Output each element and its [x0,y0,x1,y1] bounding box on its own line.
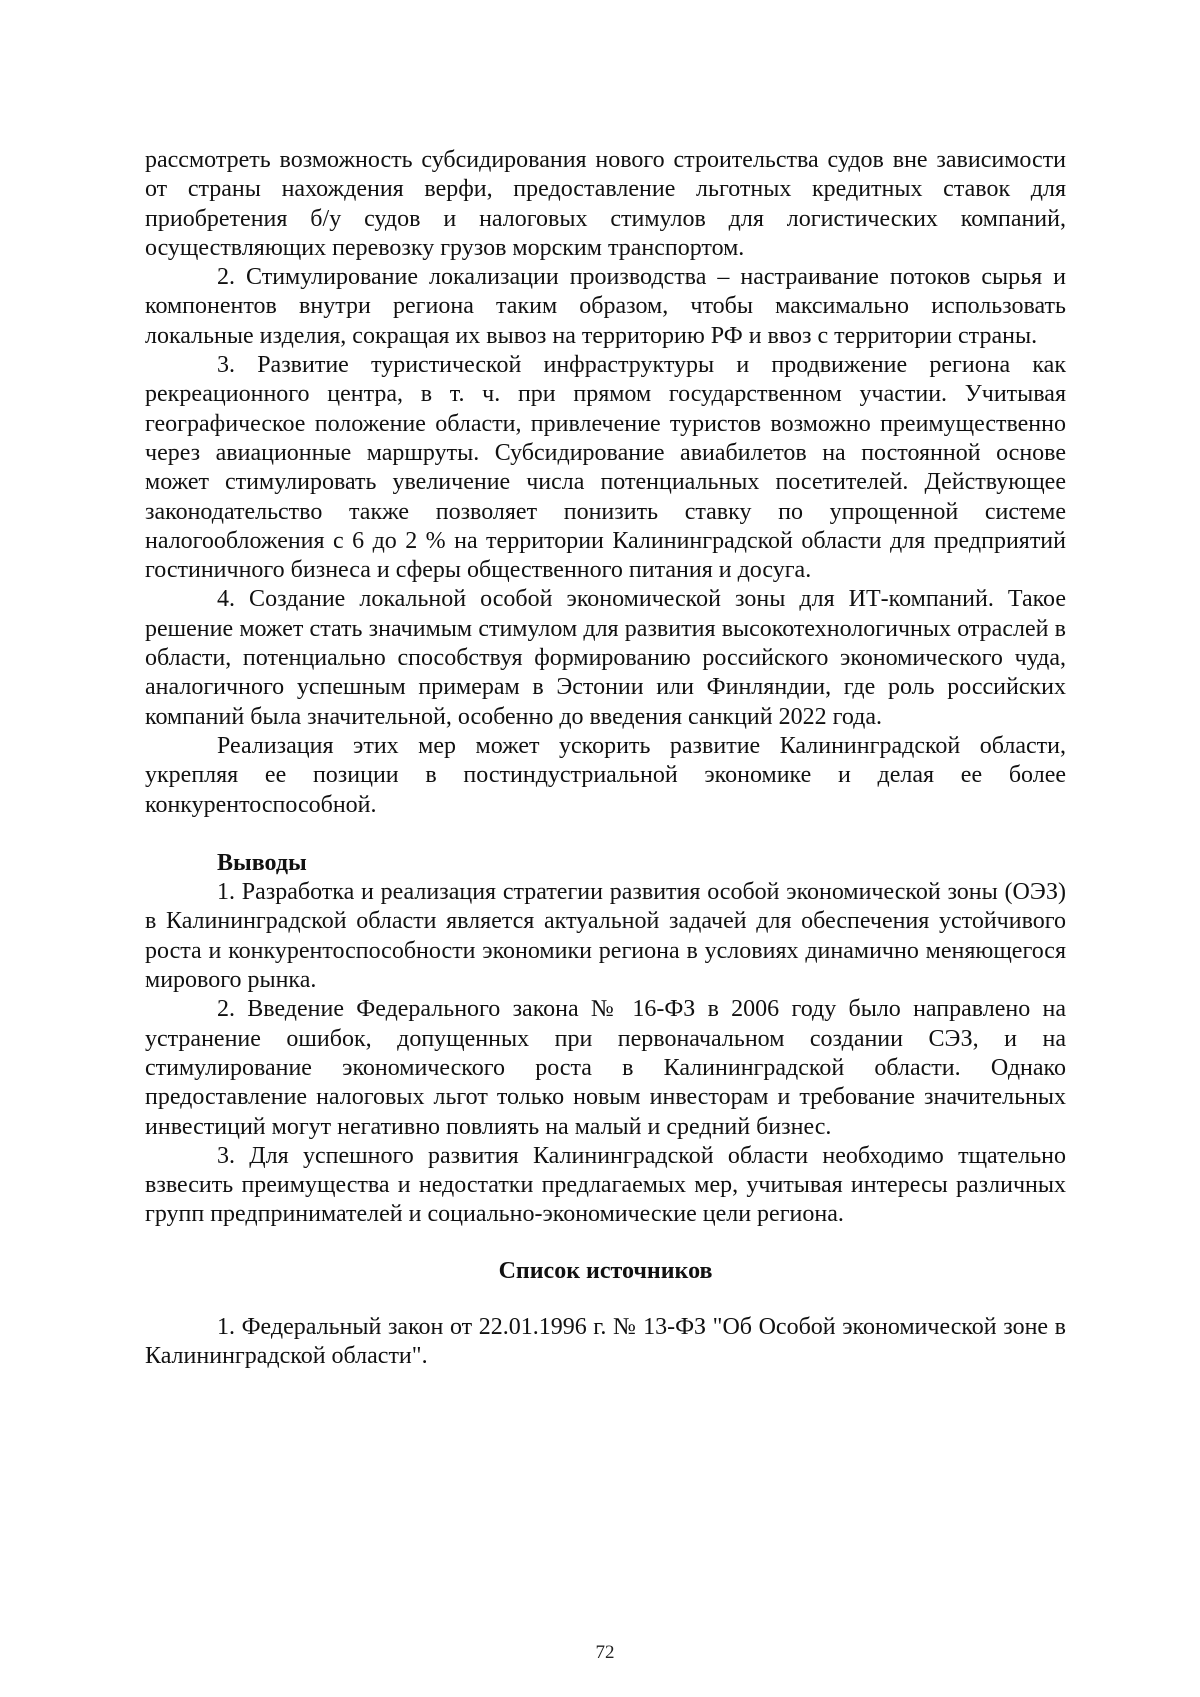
measure-item-2: 2. Стимулирование локализации производства – настраивание потоков сырья и компонентов внутри региона таким образом, чтобы максимально использовать локальные изделия, сокращая их вывоз на территорию РФ и ввоз с территории страны. [145,264,1066,349]
spacer [145,1286,1066,1313]
source-item-1: 1. Федеральный закон от 22.01.1996 г. № 13-ФЗ "Об Особой экономической зоне в Калининградской области". [145,1313,1066,1370]
paragraph-continued: рассмотреть возможность субсидирования нового строительства судов вне зависимости от страны нахождения верфи, предоставление льготных кредитных ставок для приобретения б/у судов и налоговых стимулов для логистических компаний, осуществляющих перевозку грузов морским транспортом. [145,147,1066,261]
conclusions-heading: Выводы [217,849,307,876]
conclusion-item-3: 3. Для успешного развития Калининградской области необходимо тщательно взвесить преимущества и недостатки предлагаемых мер, учитывая интересы различных групп предпринимателей и социально-экономические цели региона. [145,1142,1066,1228]
spacer [145,1230,1066,1257]
measures-summary-paragraph: Реализация этих мер может ускорить развитие Калининградской области, укрепляя ее позиции в постиндустриальной экономике и делая ее более конкурентоспособной. [145,732,1066,818]
page-number: 72 [595,1642,615,1663]
page-content [145,146,1066,1372]
measure-item-3: 3. Развитие туристической инфраструктуры и продвижение региона как рекреационного центра, в т. ч. при прямом государственном участии. Учитывая географическое положение области, привлечение туристов возможно преимущественно через авиационные маршруты. Субсидирование авиабилетов на постоянной основе может стимулировать увеличение числа потенциальных посетителей. Действующее законодательство также позволяет понизить ставку по упрощенной системе налогообложения с 6 до 2 % на территории Калининградской области для предприятий гостиничного бизнеса и сферы общественного питания и досуга. [145,352,1066,584]
spacer [145,820,1066,849]
measure-item-4: 4. Создание локальной особой экономической зоны для ИТ-компаний. Такое решение может стать значимым стимулом для развития высокотехнологичных отраслей в области, потенциально способствуя формированию российского экономического чуда, аналогичного успешным примерам в Эстонии или Финляндии, где роль российских компаний была значительной, особенно до введения санкций 2022 года. [145,586,1066,730]
conclusion-item-1: 1. Разработка и реализация стратегии развития особой экономической зоны (ОЭЗ) в Калининградской области является актуальной задачей для обеспечения устойчивого роста и конкурентоспособности экономики региона в условиях динамично меняющегося мирового рынка. [145,879,1066,994]
sources-heading: Список источников [498,1257,713,1284]
conclusion-item-2: 2. Введение Федерального закона № 16-ФЗ в 2006 году было направлено на устранение ошибок, допущенных при первоначальном создании СЭЗ, и на стимулирование экономического роста в Калининградской области. Однако предоставление налоговых льгот только новым инвесторам и требование значительных инвестиций могут негативно повлиять на малый и средний бизнес. [145,996,1066,1140]
